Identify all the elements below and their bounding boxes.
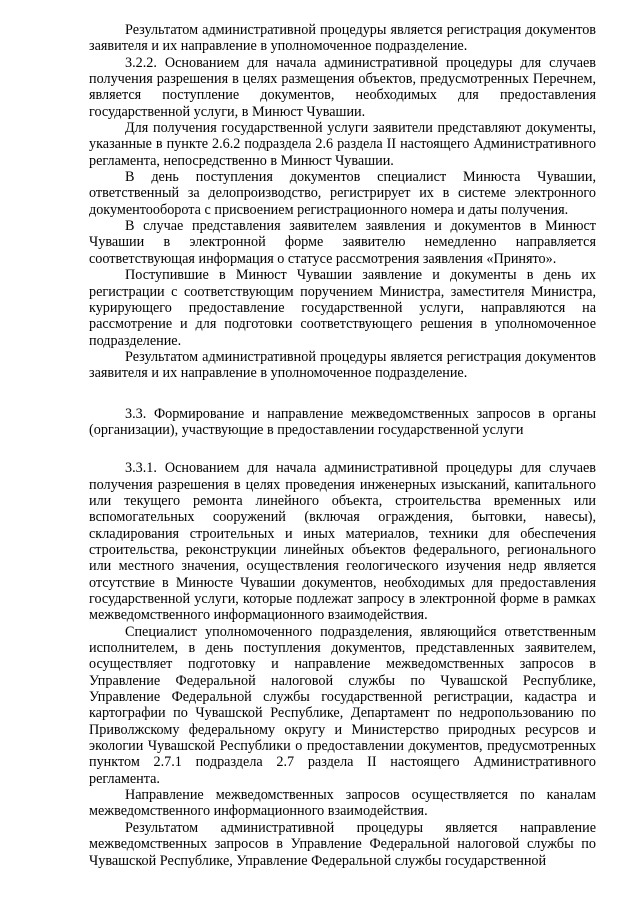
spacer: [89, 382, 596, 396]
paragraph-3-2-2: 3.2.2. Основанием для начала административной процедуры для случаев получения разрешения в целях размещения объектов, предусмотренных Перечнем, является поступление документов, необходимых для предоставления государственной услуги, в Минюст Чувашии.: [89, 54, 596, 120]
paragraph-electronic-form: В случае представления заявителем заявления и документов в Минюст Чувашии в электронной форме заявителю немедленно направляется соответствующая информация о статусе рассмотрения заявления «Принято».: [89, 218, 596, 267]
paragraph-3-3-1: 3.3.1. Основанием для начала административной процедуры для случаев получения разрешения в целях проведения инженерных изысканий, капитального или текущего ремонта линейного объекта, строительства временных или вспомогательных сооружений (включая ограждения, бытовки, навесы), складирования строительных и иных материалов, техники для обеспечения строительства, реконструкции линейных объектов федерального, регионального или местного значения, осуществления геологического изучения недр является отсутствие в Минюсте Чувашии документов, необходимых для предоставления государственной услуги, которые подлежат запросу в электронной форме в рамках межведомственного информационного взаимодействия.: [89, 460, 596, 624]
paragraph-specialist: Специалист уполномоченного подразделения, являющийся ответственным исполнителем, в день поступления документов, представленных заявителем, осуществляет подготовку и направление межведомственных запросов в Управление Федеральной налоговой службы по Чувашской Республике, Управление Федеральной службы государственной регистрации, кадастра и картографии по Чувашской Республике, Департамент по недропользованию по Приволжскому федеральному округу и Министерство природных ресурсов и экологии Чувашской Республики о предоставлении документов, предусмотренных пунктом 2.7.1 подраздела 2.7 раздела II настоящего Административного регламента.: [89, 623, 596, 787]
paragraph-registration-day: В день поступления документов специалист Минюста Чувашии, ответственный за делопроизводство, регистрирует их в системе электронного документооборота с присвоением регистрационного номера и даты получения.: [89, 169, 596, 218]
document-page: [89, 22, 596, 869]
spacer: [89, 446, 596, 460]
paragraph-result-requests: Результатом административной процедуры является направление межведомственных запросов в Управление Федеральной налоговой службы по Чувашской Республике, Управление Федеральной службы государственной: [89, 819, 596, 869]
paragraph-documents-submission: Для получения государственной услуги заявители представляют документы, указанные в пункте 2.6.2 подраздела 2.6 раздела II настоящего Административного регламента, непосредственно в Минюст Чувашии.: [89, 120, 596, 169]
paragraph-received-documents: Поступившие в Минюст Чувашии заявление и документы в день их регистрации с соответствующим поручением Министра, заместителя Министра, курирующего предоставление государственной услуги, направляются на рассмотрение и для подготовки соответствующего решения в уполномоченное подразделение.: [89, 267, 596, 349]
paragraph-result-registration-repeat: Результатом административной процедуры является регистрация документов заявителя и их направление в уполномоченное подразделение.: [89, 348, 596, 382]
section-heading-3-3: 3.3. Формирование и направление межведомственных запросов в органы (организации), участвующие в предоставлении государственной услуги: [89, 405, 596, 438]
paragraph-requests-channels: Направление межведомственных запросов осуществляется по каналам межведомственного информационного взаимодействия.: [89, 787, 596, 820]
paragraph-result-registration: Результатом административной процедуры является регистрация документов заявителя и их направление в уполномоченное подразделение.: [89, 22, 596, 55]
